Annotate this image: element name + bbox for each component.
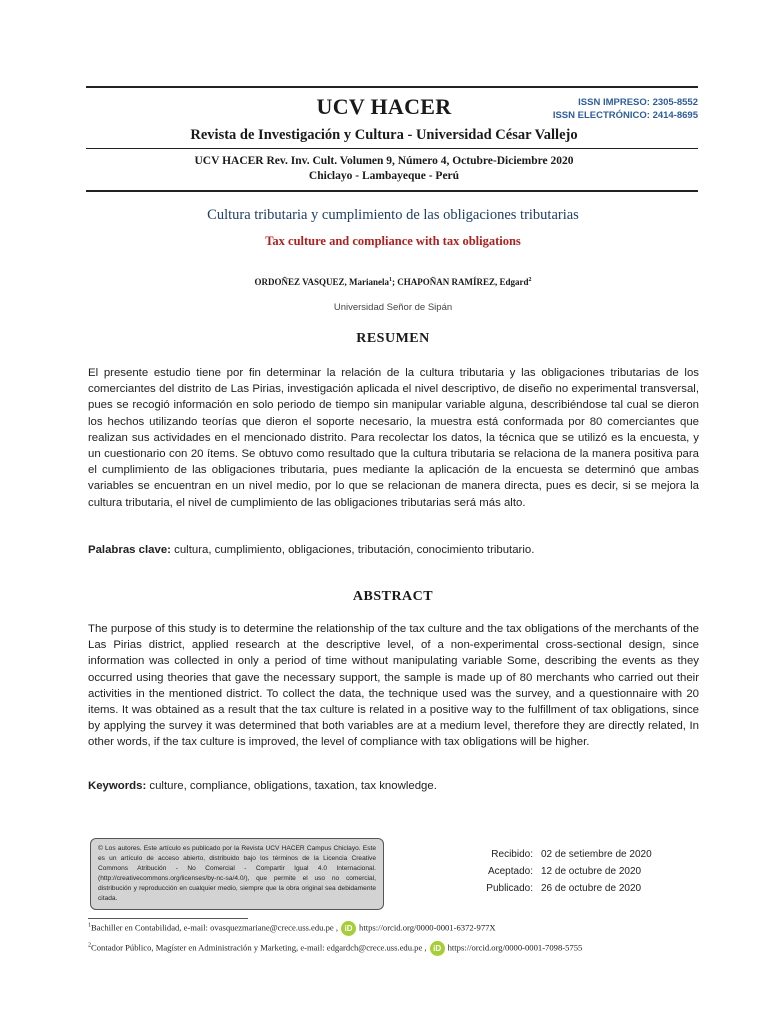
abstract-keywords-label: Keywords:	[88, 780, 147, 792]
footnote-1-text: Bachiller en Contabilidad, e-mail: ovasquezmariane@crece.uss.edu.pe ,	[91, 922, 339, 933]
header-top-rule	[86, 86, 698, 88]
date-accepted	[470, 863, 652, 880]
abstract-heading: ABSTRACT	[352, 589, 434, 604]
license-box: © Los autores. Este artículo es publicado por la Revista UCV HACER Campus Chiclayo. Este es un artículo de acceso abierto, distribuido bajo los términos de la Licencia Creative Commons Atribución - No Comercial - Compartir Igual 4.0 Internacional. (http://creativecommons.org/licenses/by-nc-sa/4.0/), que permite el uso no comercial, distribución y reproducción en cualquier medio, siempre que la obra original sea debidamente citada.	[90, 838, 384, 910]
authors-line	[0, 277, 768, 287]
footnote-rule	[88, 918, 248, 919]
footnote-2-sup: 2	[88, 942, 91, 949]
resumen-heading: RESUMEN	[356, 331, 430, 346]
journal-title: UCV HACER	[316, 94, 452, 119]
volume-line: UCV HACER Rev. Inv. Cult. Volumen 9, Número 4, Octubre-Diciembre 2020	[194, 155, 574, 167]
date-value: 12 de octubre de 2020	[541, 866, 642, 877]
issn-print: ISSN IMPRESO: 2305-8552	[578, 97, 698, 108]
date-label: Publicado:	[486, 883, 533, 894]
date-value: 02 de setiembre de 2020	[541, 849, 652, 860]
date-received	[470, 846, 652, 863]
date-value: 26 de octubre de 2020	[541, 883, 642, 894]
abstract-keywords	[88, 780, 699, 792]
footnote-2-orcid-link[interactable]: https://orcid.org/0000-0001-7098-5755	[447, 942, 583, 953]
article-title-es: Cultura tributaria y cumplimiento de las obligaciones tributarias	[207, 207, 579, 223]
footnote-1	[88, 921, 728, 936]
dates-block	[470, 846, 652, 897]
abstract-keywords-list: culture, compliance, obligations, taxation, tax knowledge.	[146, 780, 437, 792]
resumen-keywords-list: cultura, cumplimiento, obligaciones, tributación, conocimiento tributario.	[170, 544, 535, 556]
volume-info	[0, 154, 768, 184]
article-title-en: Tax culture and compliance with tax obligations	[265, 234, 521, 248]
resumen-keywords	[88, 544, 699, 556]
location-line: Chiclayo - Lambayeque - Perú	[308, 170, 460, 182]
header-mid-rule	[86, 148, 698, 149]
date-label: Recibido:	[491, 849, 533, 860]
author-1: ORDOÑEZ VASQUEZ, Marianela	[254, 277, 389, 287]
author-2: CHAPOÑAN RAMÍREZ, Edgard	[397, 277, 529, 287]
affiliation: Universidad Señor de Sipán	[333, 302, 453, 313]
resumen-keywords-label: Palabras clave:	[88, 544, 171, 556]
footnote-2-text: Contador Público, Magíster en Administración y Marketing, e-mail: edgardch@crece.uss.edu.pe ,	[91, 942, 427, 953]
orcid-icon[interactable]: iD	[341, 921, 356, 936]
header-bottom-rule	[86, 190, 698, 192]
orcid-icon[interactable]: iD	[430, 941, 445, 956]
footnote-2	[88, 941, 728, 956]
author-1-sup: 1	[388, 277, 392, 283]
author-2-sup: 2	[528, 277, 532, 283]
resumen-text: El presente estudio tiene por fin determinar la relación de la cultura tributaria y las obligaciones tributarias de los comerciantes del distrito de Las Pirias, investigación aplicada el nivel descriptivo, de diseño no experimental transversal, pues se recogió información en solo periodo de tiempo sin manipular variable alguna, describiéndose tal cual se dieron los hechos utilizando teorías que dieron el soporte necesario, la muestra está conformada por 80 comerciantes que realizan sus actividades en el mencionado distrito. Para recolectar los datos, la técnica que se utilizó es la encuesta, y un cuestionario con 20 ítems. Se obtuvo como resultado que la cultura tributaria se relaciona de la manera positiva para el cumplimiento de las obligaciones tributaria, pues mediante la aplicación de la encuesta se determinó que ambas variables se encuentran en un nivel medio, por lo que se relacionan de manera directa, pues es decir, si se mejora la cultura tributaria, el nivel de cumplimiento de las obligaciones tributarias será más alto.	[88, 367, 699, 509]
author-separator: ;	[391, 277, 398, 287]
issn-electronic: ISSN ELECTRÓNICO: 2414-8695	[552, 110, 698, 121]
abstract-text: The purpose of this study is to determine the relationship of the tax culture and the tax obligations of the merchants of the Las Pirias district, applied research at the descriptive level, of a non-experimental cross-sectional design, since information was collected in only a period of time without manipulating variable Some, describing the events as they occurred using theories that gave the necessary support, the sample is made up of 80 merchants who carried out their activities in the mentioned district. To collect the data, the technique used was the survey, and a questionnaire with 20 items. It was obtained as a result that the tax culture is related in a positive way to the fulfillment of tax obligations, since by applying the survey it was determined that both variables are at a medium level, therefore they are directly related, In other words, if the tax culture is improved, the level of compliance with tax obligations will be higher.	[88, 623, 699, 749]
footnote-1-orcid-link[interactable]: https://orcid.org/0000-0001-6372-977X	[359, 922, 496, 933]
journal-subtitle: Revista de Investigación y Cultura - Universidad César Vallejo	[190, 127, 578, 143]
issn-block	[553, 96, 698, 122]
date-published	[470, 880, 652, 897]
footnote-1-sup: 1	[88, 922, 91, 929]
date-label: Aceptado:	[487, 866, 533, 877]
